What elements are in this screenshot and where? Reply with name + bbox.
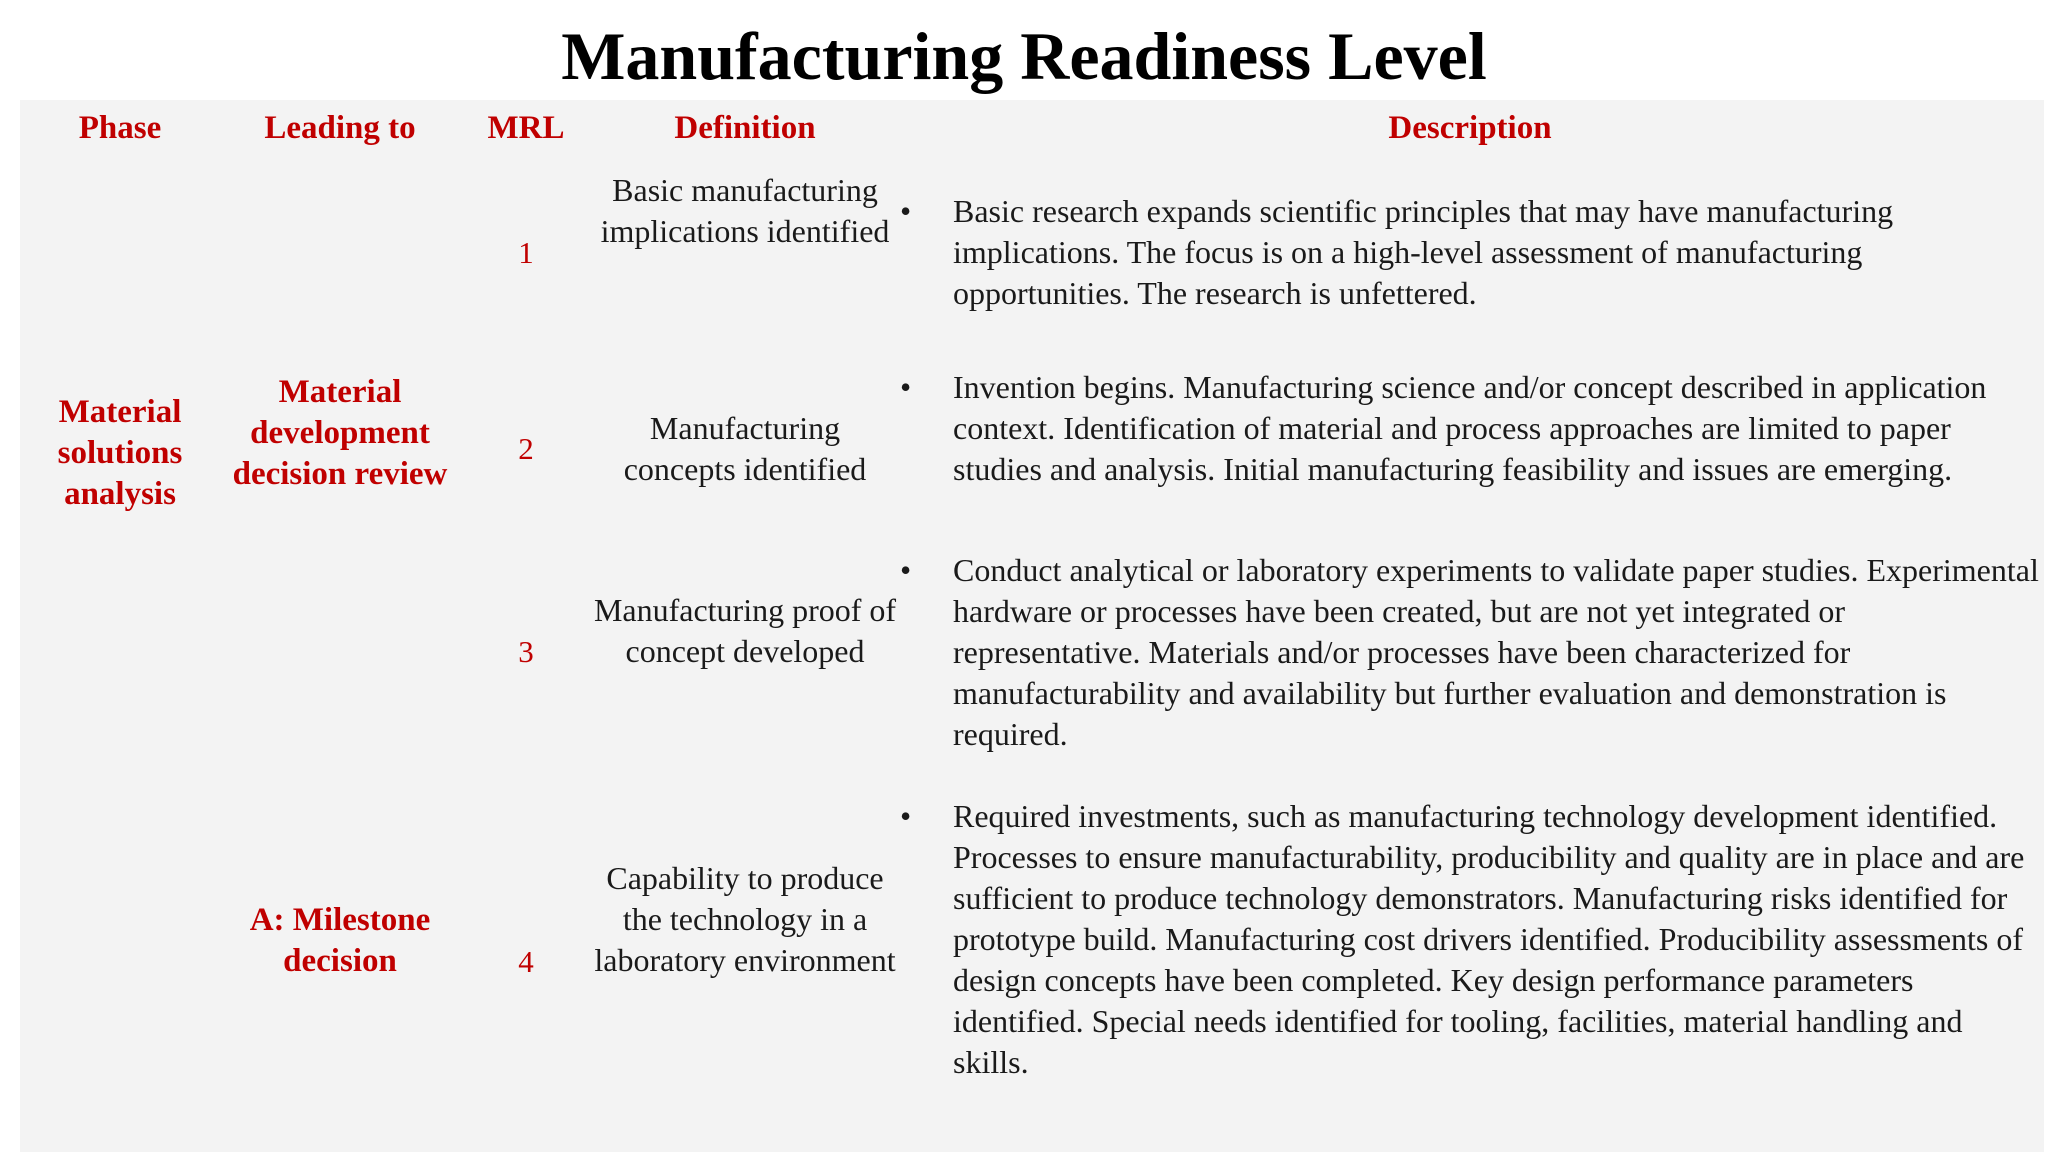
mrl-level: 2 xyxy=(518,431,534,466)
leading-to-cell: Material development decision review xyxy=(232,374,448,492)
description-text: Conduct analytical or laboratory experiments to validate paper studies. Experimental hardware or processes have been created, but are not yet integrated or representative. Materials and/or processes have been characterized for manufacturability and availability but further evaluation and demonstration is required. xyxy=(953,552,2039,752)
description-text: Invention begins. Manufacturing science and/or concept described in application context. Identification of material and process approaches are limited to paper studies and analysis. Initial manufacturing feasibility and issues are emerging. xyxy=(953,369,1987,487)
bullet-icon: • xyxy=(900,552,912,588)
header-phase: Phase xyxy=(78,110,162,146)
definition-cell: Basic manufacturing implications identified xyxy=(600,172,890,249)
definition-cell: Manufacturing proof of concept developed xyxy=(593,592,897,669)
description-cell xyxy=(900,367,2040,490)
mrl-level: 1 xyxy=(518,235,534,270)
bullet-icon: • xyxy=(900,369,912,405)
header-leading-to: Leading to xyxy=(264,110,416,146)
description-cell xyxy=(900,191,2040,314)
description-text: Required investments, such as manufacturing technology development identified. Processes to ensure manufacturability, producibility and quality are in place and are sufficient to produce technology demonstrators. Manufacturing risks identified for prototype build. Manufacturing cost drivers identified. Producibility assessments of design concepts have been completed. Key design performance parameters identified. Special needs identified for tooling, facilities, material handling and skills. xyxy=(953,798,2025,1080)
bullet-icon: • xyxy=(900,798,912,834)
bullet-icon: • xyxy=(900,193,912,229)
phase-cell: Material solutions analysis xyxy=(57,394,183,512)
mrl-level: 3 xyxy=(518,634,534,669)
header-definition: Definition xyxy=(674,110,816,146)
header-mrl: MRL xyxy=(487,110,565,146)
header-description: Description xyxy=(1388,110,1552,146)
leading-to-cell: A: Milestone decision xyxy=(249,902,431,979)
description-cell xyxy=(900,796,2040,1083)
description-text: Basic research expands scientific principles that may have manufacturing implications. The focus is on a high-level assessment of manufacturing opportunities. The research is unfettered. xyxy=(953,193,1894,311)
definition-cell: Manufacturing concepts identified xyxy=(623,410,867,487)
description-cell xyxy=(900,550,2040,755)
definition-cell: Capability to produce the technology in a laboratory environment xyxy=(594,860,896,978)
page-title: Manufacturing Readiness Level xyxy=(561,18,1487,94)
mrl-level: 4 xyxy=(518,944,534,979)
